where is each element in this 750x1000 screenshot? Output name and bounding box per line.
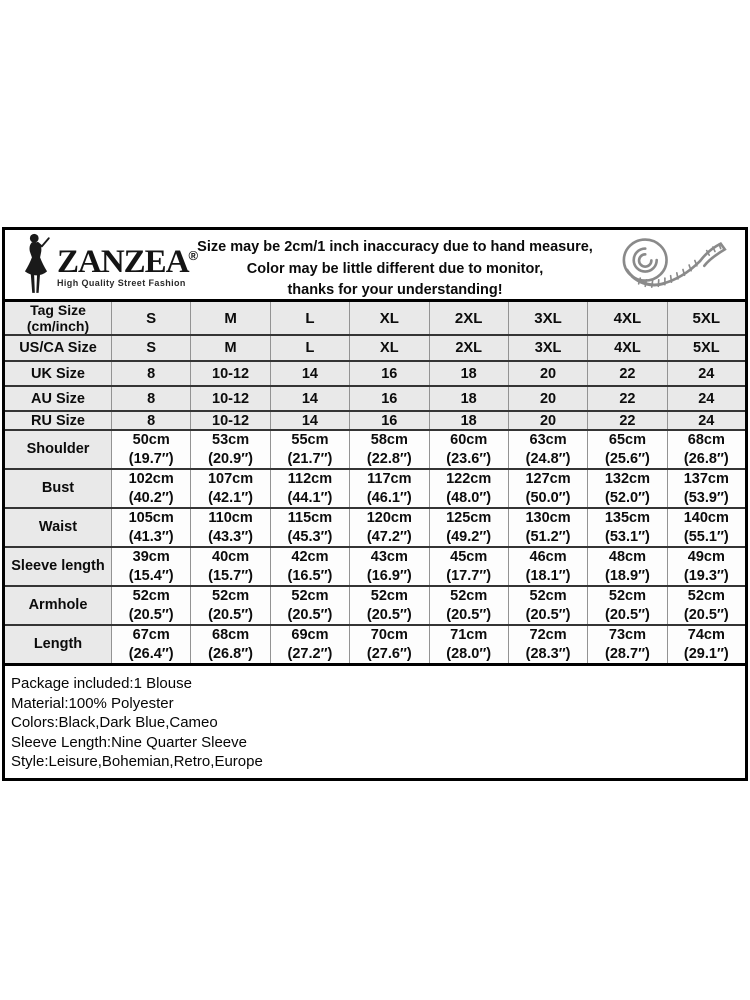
size-value-cell: 8 <box>112 361 191 386</box>
measurement-cell <box>270 508 349 547</box>
measurement-inch: (25.6″) <box>605 450 650 467</box>
size-value-cell: 22 <box>588 386 667 411</box>
measurement-cell <box>429 547 508 586</box>
measurement-cm: 117cm <box>367 471 412 487</box>
measurement-cm: 140cm <box>683 510 729 526</box>
measurement-cm: 112cm <box>287 471 333 487</box>
size-value-cell: S <box>112 335 191 361</box>
row-label: Armhole <box>4 586 112 625</box>
measurement-cell <box>588 469 667 508</box>
measurement-inch: (51.2″) <box>525 528 571 545</box>
product-info-line: Sleeve Length:Nine Quarter Sleeve <box>11 733 247 751</box>
measurement-cell <box>350 469 429 508</box>
measurement-inch: (23.6″) <box>446 450 492 467</box>
product-details-box <box>2 666 748 781</box>
measurement-cm: 122cm <box>446 471 492 487</box>
measurement-inch: (16.9″) <box>366 567 412 584</box>
measurement-inch: (52.0″) <box>605 489 650 506</box>
size-disclaimer <box>197 230 593 299</box>
measurement-cm: 71cm <box>450 627 488 643</box>
row-label: Shoulder <box>4 430 112 469</box>
measurement-cell <box>270 547 349 586</box>
row-label: US/CA Size <box>4 335 112 361</box>
measurement-cell <box>588 625 667 665</box>
measurement-inch: (40.2″) <box>128 489 174 506</box>
measurement-cm: 52cm <box>450 588 488 604</box>
measurement-inch: (20.5″) <box>366 606 412 623</box>
size-value-cell: 20 <box>508 386 587 411</box>
header-band <box>2 227 748 299</box>
measurement-inch: (47.2″) <box>366 528 412 545</box>
measurement-cell <box>667 508 746 547</box>
measurement-inch: (26.8″) <box>683 450 729 467</box>
size-value-cell: 14 <box>270 361 349 386</box>
measurement-inch: (48.0″) <box>446 489 492 506</box>
measurement-cm: 68cm <box>687 432 725 448</box>
size-value-cell: 18 <box>429 411 508 430</box>
measurement-cm: 135cm <box>604 510 651 526</box>
measuring-tape-icon <box>603 233 735 297</box>
column-header-s: S <box>112 301 191 336</box>
measurement-cm: 52cm <box>529 588 567 604</box>
measurement-cell <box>270 586 349 625</box>
measurement-row <box>4 430 747 469</box>
measurement-cm: 74cm <box>687 627 725 643</box>
measurement-cm: 107cm <box>207 471 254 487</box>
size-value-cell: 5XL <box>667 335 746 361</box>
product-info-line: Material:100% Polyester <box>11 694 174 712</box>
measurement-cm: 105cm <box>128 510 174 526</box>
measurement-cm: 115cm <box>287 510 333 526</box>
measurement-cm: 65cm <box>608 432 646 448</box>
measurement-cm: 52cm <box>132 588 170 604</box>
row-label: UK Size <box>4 361 112 386</box>
measurement-cm: 70cm <box>370 627 408 643</box>
measurement-cm: 52cm <box>291 588 329 604</box>
size-value-cell: 16 <box>350 361 429 386</box>
measurement-inch: (43.3″) <box>208 528 253 545</box>
disclaimer-line: Size may be 2cm/1 inch inaccuracy due to hand measure, <box>197 239 593 255</box>
size-value-cell: M <box>191 335 270 361</box>
measurement-inch: (20.5″) <box>208 606 253 623</box>
measurement-cm: 67cm <box>132 627 170 643</box>
brand-text <box>57 241 198 288</box>
size-value-cell: 14 <box>270 386 349 411</box>
product-info-line: Package included:1 Blouse <box>11 675 192 692</box>
measurement-inch: (27.2″) <box>287 645 333 662</box>
measurement-cell <box>508 508 587 547</box>
measurement-inch: (55.1″) <box>683 528 729 545</box>
measurement-inch: (15.4″) <box>128 567 174 584</box>
measurement-cell <box>508 430 587 469</box>
measurement-row <box>4 469 747 508</box>
measurement-cm: 45cm <box>450 549 488 565</box>
size-value-cell: 10-12 <box>191 361 270 386</box>
tape-icon-area <box>593 230 745 299</box>
measurement-inch: (20.5″) <box>128 606 174 623</box>
measurement-cell <box>350 625 429 665</box>
measurement-cell <box>429 469 508 508</box>
measurement-cell <box>112 469 191 508</box>
woman-silhouette-icon <box>17 233 55 297</box>
row-label: AU Size <box>4 386 112 411</box>
measurement-inch: (49.2″) <box>446 528 492 545</box>
measurement-inch: (22.8″) <box>366 450 412 467</box>
measurement-inch: (21.7″) <box>287 450 333 467</box>
row-label: Waist <box>4 508 112 547</box>
measurement-cm: 46cm <box>529 549 567 565</box>
measurement-inch: (53.9″) <box>683 489 729 506</box>
column-header-xl: XL <box>350 301 429 336</box>
measurement-inch: (50.0″) <box>525 489 571 506</box>
registered-mark: ® <box>188 248 199 263</box>
measurement-inch: (20.5″) <box>287 606 333 623</box>
measurement-cell <box>350 547 429 586</box>
measurement-cm: 52cm <box>212 588 250 604</box>
row-label: Sleeve length <box>4 547 112 586</box>
size-value-cell: 22 <box>588 361 667 386</box>
row-label: RU Size <box>4 411 112 430</box>
measurement-cell <box>350 508 429 547</box>
measurement-cm: 63cm <box>529 432 567 448</box>
size-value-cell: 10-12 <box>191 386 270 411</box>
column-header-l: L <box>270 301 349 336</box>
size-row <box>4 386 747 411</box>
measurement-inch: (17.7″) <box>446 567 492 584</box>
measurement-cell <box>588 430 667 469</box>
measurement-cm: 68cm <box>212 627 250 643</box>
measurement-cell <box>429 508 508 547</box>
measurement-cell <box>508 547 587 586</box>
brand-name: ZANZEA® <box>57 244 199 280</box>
measurement-cm: 42cm <box>291 549 329 565</box>
measurement-inch: (53.1″) <box>605 528 650 545</box>
measurement-inch: (20.5″) <box>446 606 492 623</box>
measurement-cm: 73cm <box>608 627 646 643</box>
measurement-cell <box>112 625 191 665</box>
measurement-inch: (15.7″) <box>208 567 253 584</box>
measurement-inch: (18.9″) <box>605 567 650 584</box>
brand-tagline: High Quality Street Fashion <box>57 278 186 288</box>
measurement-row <box>4 586 747 625</box>
measurement-inch: (28.0″) <box>446 645 492 662</box>
product-info-line: Style:Leisure,Bohemian,Retro,Europe <box>11 753 263 770</box>
measurement-cell <box>270 469 349 508</box>
measurement-cm: 72cm <box>529 627 567 643</box>
corner-header-cell <box>4 301 112 336</box>
size-row <box>4 335 747 361</box>
column-header-4xl: 4XL <box>588 301 667 336</box>
measurement-cell <box>429 625 508 665</box>
measurement-inch: (20.9″) <box>208 450 253 467</box>
measurement-cm: 125cm <box>446 510 492 526</box>
measurement-cell <box>588 508 667 547</box>
measurement-cm: 52cm <box>608 588 646 604</box>
column-header-3xl: 3XL <box>508 301 587 336</box>
measurement-cell <box>667 430 746 469</box>
measurement-cell <box>112 508 191 547</box>
measurement-inch: (42.1″) <box>208 489 253 506</box>
measurement-cell <box>191 547 270 586</box>
disclaimer-line: Color may be little different due to monitor, <box>246 260 544 277</box>
measurement-cm: 58cm <box>370 432 408 448</box>
measurement-cm: 60cm <box>450 432 488 448</box>
measurement-inch: (45.3″) <box>287 528 333 545</box>
measurement-inch: (46.1″) <box>366 489 412 506</box>
measurement-inch: (26.8″) <box>208 645 253 662</box>
measurement-inch: (27.6″) <box>366 645 412 662</box>
measurement-cell <box>191 625 270 665</box>
measurement-cm: 39cm <box>132 549 170 565</box>
size-value-cell: 22 <box>588 411 667 430</box>
measurement-inch: (16.5″) <box>287 567 333 584</box>
measurement-cell <box>270 430 349 469</box>
measurement-inch: (28.7″) <box>605 645 650 662</box>
column-header-m: M <box>191 301 270 336</box>
measurement-cell <box>112 430 191 469</box>
measurement-inch: (18.1″) <box>525 567 571 584</box>
measurement-cm: 137cm <box>683 471 729 487</box>
measurement-cm: 130cm <box>525 510 571 526</box>
measurement-cell <box>270 625 349 665</box>
size-row <box>4 361 747 386</box>
measurement-row <box>4 547 747 586</box>
measurement-row <box>4 625 747 665</box>
corner-label-line1: Tag Size <box>30 302 86 318</box>
column-header-2xl: 2XL <box>429 301 508 336</box>
measurement-inch: (26.4″) <box>128 645 174 662</box>
size-value-cell: 8 <box>112 386 191 411</box>
measurement-cell <box>588 586 667 625</box>
size-row <box>4 411 747 430</box>
measurement-cm: 102cm <box>128 471 174 487</box>
measurement-cm: 132cm <box>604 471 651 487</box>
size-value-cell: 8 <box>112 411 191 430</box>
measurement-cm: 120cm <box>366 510 412 526</box>
column-header-row <box>4 301 747 336</box>
size-table <box>2 299 748 666</box>
measurement-cell <box>588 547 667 586</box>
size-value-cell: 20 <box>508 411 587 430</box>
measurement-cm: 40cm <box>212 549 250 565</box>
size-value-cell: 16 <box>350 411 429 430</box>
measurement-cell <box>667 547 746 586</box>
measurement-inch: (20.5″) <box>683 606 729 623</box>
column-header-5xl: 5XL <box>667 301 746 336</box>
measurement-cm: 52cm <box>687 588 725 604</box>
measurement-inch: (19.7″) <box>128 450 174 467</box>
size-value-cell: 4XL <box>588 335 667 361</box>
size-value-cell: XL <box>350 335 429 361</box>
measurement-cm: 69cm <box>291 627 329 643</box>
measurement-inch: (24.8″) <box>525 450 571 467</box>
measurement-inch: (19.3″) <box>683 567 729 584</box>
size-value-cell: 20 <box>508 361 587 386</box>
size-value-cell: 16 <box>350 386 429 411</box>
measurement-cell <box>429 586 508 625</box>
measurement-cell <box>191 508 270 547</box>
size-value-cell: 14 <box>270 411 349 430</box>
measurement-cm: 48cm <box>608 549 646 565</box>
measurement-cell <box>350 586 429 625</box>
size-value-cell: 18 <box>429 361 508 386</box>
brand-logo <box>5 230 197 299</box>
measurement-cell <box>191 430 270 469</box>
measurement-row <box>4 508 747 547</box>
measurement-cm: 52cm <box>370 588 408 604</box>
measurement-cell <box>508 469 587 508</box>
size-value-cell: 24 <box>667 386 746 411</box>
measurement-inch: (29.1″) <box>683 645 729 662</box>
measurement-cell <box>508 625 587 665</box>
measurement-cell <box>667 586 746 625</box>
measurement-inch: (20.5″) <box>605 606 650 623</box>
measurement-cell <box>191 586 270 625</box>
measurement-cell <box>191 469 270 508</box>
measurement-cell <box>429 430 508 469</box>
measurement-inch: (44.1″) <box>287 489 333 506</box>
measurement-cm: 53cm <box>212 432 250 448</box>
measurement-cell <box>667 469 746 508</box>
measurement-cm: 43cm <box>370 549 408 565</box>
measurement-inch: (41.3″) <box>128 528 174 545</box>
size-value-cell: 18 <box>429 386 508 411</box>
size-value-cell: 3XL <box>508 335 587 361</box>
measurement-cm: 127cm <box>525 471 571 487</box>
measurement-cell <box>667 625 746 665</box>
measurement-inch: (28.3″) <box>525 645 571 662</box>
measurement-cell <box>350 430 429 469</box>
disclaimer-line: thanks for your understanding! <box>287 282 503 298</box>
measurement-inch: (20.5″) <box>525 606 571 623</box>
measurement-cm: 49cm <box>687 549 725 565</box>
size-value-cell: 24 <box>667 411 746 430</box>
size-value-cell: 10-12 <box>191 411 270 430</box>
row-label: Length <box>4 625 112 665</box>
size-value-cell: 2XL <box>429 335 508 361</box>
product-info-line: Colors:Black,Dark Blue,Cameo <box>11 714 218 731</box>
row-label: Bust <box>4 469 112 508</box>
measurement-cell <box>112 547 191 586</box>
measurement-cm: 55cm <box>291 432 329 448</box>
corner-label-line2: (cm/inch) <box>26 318 90 334</box>
measurement-cm: 110cm <box>208 510 253 526</box>
measurement-cell <box>508 586 587 625</box>
size-value-cell: L <box>270 335 349 361</box>
size-table-body <box>4 301 747 665</box>
size-value-cell: 24 <box>667 361 746 386</box>
measurement-cm: 50cm <box>132 432 170 448</box>
size-chart-content <box>2 227 748 781</box>
measurement-cell <box>112 586 191 625</box>
